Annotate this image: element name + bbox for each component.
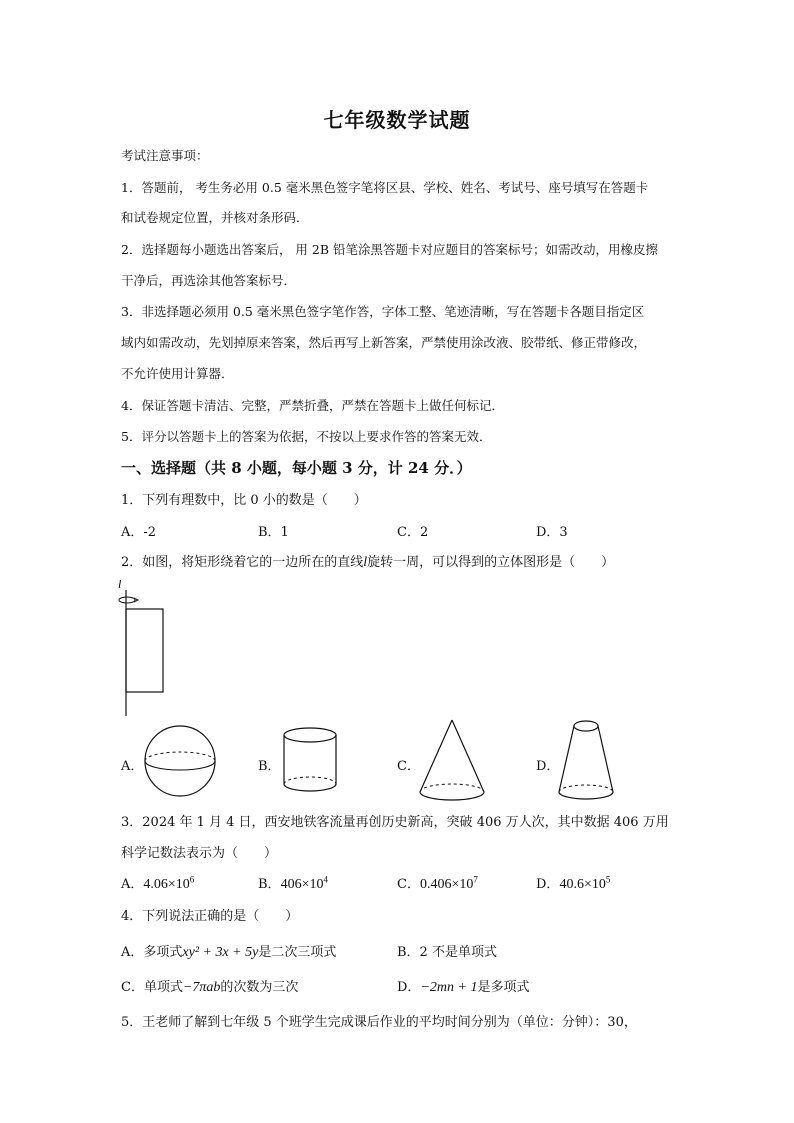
axis-label: l (118, 577, 122, 591)
notes-line: 5．评分以答题卡上的答案为依据，不按以上要求作答的答案无效． (121, 429, 492, 444)
option-c: C．$0.406\times 10^7$ (397, 874, 478, 892)
question-stem: 2．如图，将矩形绕着它的一边所在的直线l旋转一周，可以得到的立体图形是（ ） (121, 555, 615, 570)
notes-line: 1．答题前， 考生务必用 0.5 毫米黑色签字笔将区县、学校、姓名、考试号、座号填写在答题卡 (121, 180, 649, 195)
notes-heading: 考试注意事项： (121, 148, 209, 163)
option-c: C．2 (397, 525, 429, 540)
page-title: 七年级数学试题 (323, 108, 471, 132)
section-heading: 一、选择题（共 8 小题，每小题 3 分，计 24 分．） (121, 459, 472, 477)
notes-line: 3．非选择题必须用 0.5 毫米黑色签字笔作答，字体工整、笔迹清晰，写在答题卡各题目指定区 (121, 304, 645, 319)
option-b: B．2 不是单项式 (397, 945, 497, 960)
notes-line: 域内如需改动，先划掉原来答案，然后再写上新答案，严禁使用涂改液、胶带纸、修正带修改， (121, 335, 647, 350)
notes-line: 和试卷规定位置，并核对条形码． (121, 210, 309, 225)
sphere-figure (143, 723, 217, 799)
option-b: B．1 (258, 525, 289, 540)
option-b-letter: B． (258, 759, 281, 774)
frustum-figure (556, 718, 616, 804)
question-stem-line: 科学记数法表示为（ ） (121, 846, 278, 861)
cylinder-figure (281, 726, 339, 794)
option-c: C．单项式−7πab的次数为三次 (121, 980, 299, 995)
question-stem: 5．王老师了解到七年级 5 个班学生完成课后作业的平均时间分别为（单位：分钟）：30， (121, 1015, 637, 1030)
option-d: D．$40.6\times 10^5$ (536, 874, 611, 892)
option-a: A．-2 (121, 525, 157, 540)
option-a: A．$4.06\times 10^6$ (121, 874, 195, 892)
notes-line: 2．选择题每小题选出答案后， 用 2B 铅笔涂黑答题卡对应题目的答案标号；如需改动，用橡皮擦 (121, 242, 659, 257)
option-d-letter: D． (536, 759, 560, 774)
option-d: D．−2mn + 1是多项式 (397, 980, 530, 995)
notes-line: 不允许使用计算器． (121, 366, 234, 381)
question-stem: 4．下列说法正确的是（ ） (121, 909, 299, 924)
option-b: B．$406\times 10^4$ (258, 874, 328, 892)
option-c-letter: C． (397, 759, 420, 774)
option-d: D．3 (536, 525, 568, 540)
cone-figure (418, 718, 486, 804)
notes-line: 4．保证答题卡清洁、完整，严禁折叠，严禁在答题卡上做任何标记． (121, 398, 504, 413)
rectangle-rotation-figure (114, 576, 170, 718)
question-stem-line: 3．2024 年 1 月 4 日，西安地铁客流量再创历史新高，突破 406 万人次，其中数据 406 万用 (121, 815, 669, 830)
option-a-letter: A． (121, 759, 144, 774)
question-stem: 1．下列有理数中，比 0 小的数是（ ） (121, 493, 367, 508)
notes-line: 干净后，再选涂其他答案标号． (121, 273, 297, 288)
option-a: A．多项式xy² + 3x + 5y是二次三项式 (121, 945, 337, 960)
